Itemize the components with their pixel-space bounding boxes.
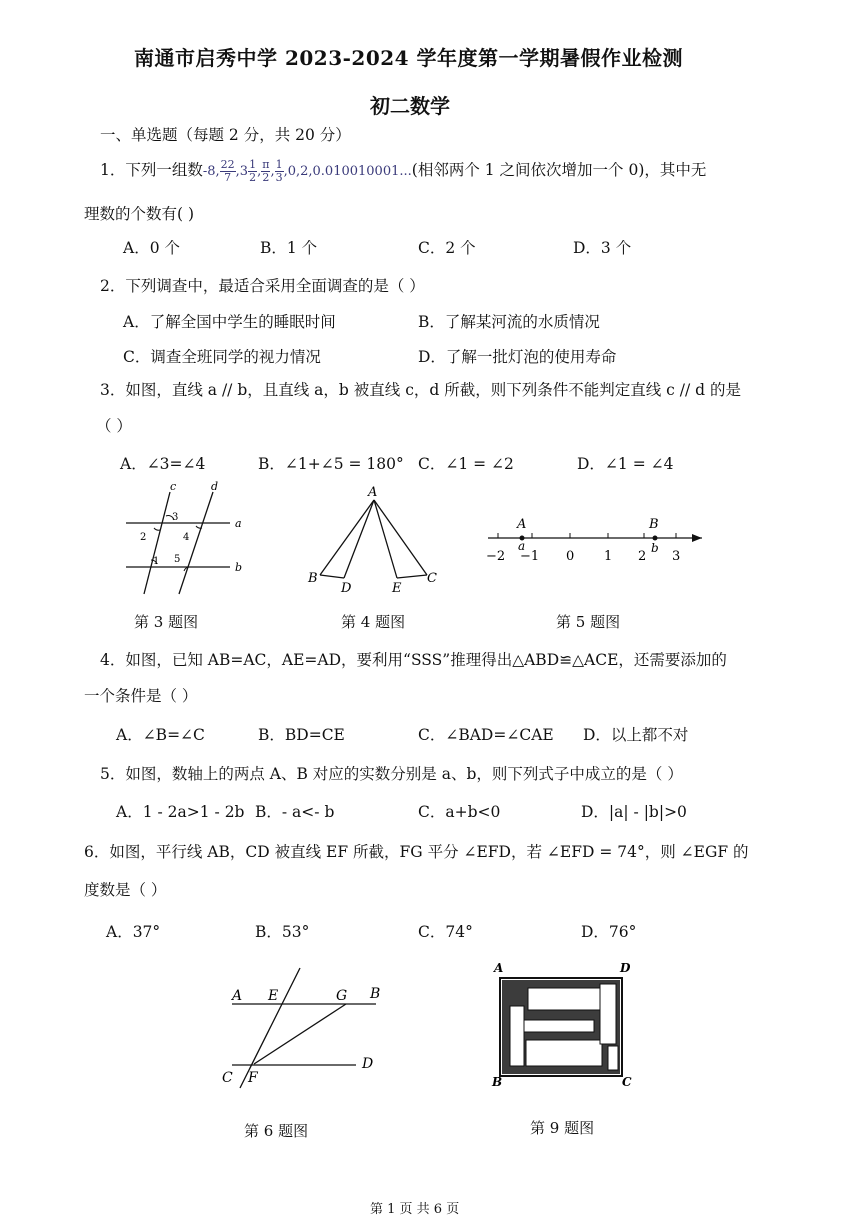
q1-option-a: A．0 个	[123, 239, 180, 257]
q5-option-b: B．- a<- b	[255, 803, 335, 821]
q2-option-d: D．了解一批灯泡的使用寿命	[418, 348, 617, 366]
subject-title: 初二数学	[370, 94, 450, 118]
fig5-label-a: a	[518, 539, 526, 553]
fig3-label-b: b	[235, 561, 243, 574]
fig4-label-B: B	[308, 571, 318, 586]
question-5-stem: 5．如图，数轴上的两点 A、B 对应的实数分别是 a、b，则下列式子中成立的是（ ）	[100, 765, 683, 783]
question-1-line2: 理数的个数有( )	[84, 205, 195, 223]
q1-nums-tail: ,0,2,0.010010001...	[283, 164, 412, 179]
fig9-label-D: D	[620, 961, 631, 975]
q1-fraction-1-2: $\frac{1}{2}$	[249, 157, 257, 184]
fig5-label-B: B	[649, 517, 659, 532]
fig5-tick-3: 3	[672, 549, 681, 564]
fig4-label-E: E	[392, 581, 402, 595]
question-3-line2: （ ）	[96, 417, 132, 435]
fig3-label-d: d	[211, 480, 219, 493]
q4-option-d: D．以上都不对	[583, 726, 689, 744]
q4-option-c: C．∠BAD=∠CAE	[418, 726, 554, 744]
fig6-label-E: E	[268, 988, 279, 1004]
q6-option-b: B．53°	[255, 923, 310, 941]
fig3-label-a: a	[235, 517, 242, 530]
fig5-label-b: b	[651, 541, 659, 555]
fig3-label-1: 1	[153, 556, 160, 567]
fig6-label-B: B	[370, 986, 381, 1002]
q1-nums-lead: -8,	[202, 164, 220, 179]
fig5-tick-0: 0	[566, 549, 575, 564]
q5-option-d: D．|a| - |b|>0	[581, 803, 687, 821]
q1-comma: ,	[257, 164, 262, 179]
fig5-tick-2: 2	[638, 549, 647, 564]
fig3-label-2: 2	[140, 532, 147, 543]
q1-option-b: B．1 个	[260, 239, 318, 257]
q1-option-d: D．3 个	[573, 239, 632, 257]
section-heading: 一、单选题（每题 2 分，共 20 分）	[100, 126, 351, 144]
figure-4-caption: 第 4 题图	[341, 613, 406, 631]
fig3-label-4: 4	[183, 532, 190, 543]
q3-option-a: A．∠3=∠4	[120, 455, 206, 473]
q3-option-b: B．∠1+∠5 = 180°	[258, 455, 404, 473]
q1-prefix: 1．下列一组数	[100, 161, 203, 179]
q1-option-c: C．2 个	[418, 239, 476, 257]
fig6-label-A: A	[232, 988, 243, 1004]
question-3-stem: 3．如图，直线 a // b，且直线 a，b 被直线 c，d 所截，则下列条件不能判定直线 c // d 的是	[100, 381, 741, 399]
document-title: 南通市启秀中学 2023-2024 学年度第一学期暑假作业检测	[134, 46, 684, 70]
q4-option-a: A．∠B=∠C	[116, 726, 205, 744]
fig3-label-5: 5	[174, 554, 181, 565]
question-2-stem: 2．下列调查中，最适合采用全面调查的是（ ）	[100, 277, 425, 295]
question-6-stem: 6．如图，平行线 AB，CD 被直线 EF 所截，FG 平分 ∠EFD，若 ∠EFD = 74°，则 ∠EGF 的	[84, 843, 749, 861]
q2-option-a: A．了解全国中学生的睡眠时间	[123, 313, 336, 331]
figure-4-diagram	[302, 480, 452, 595]
fig9-label-B: B	[492, 1075, 503, 1089]
fig6-label-D: D	[362, 1056, 374, 1072]
fig3-label-3: 3	[172, 512, 179, 523]
question-1-stem	[100, 152, 706, 188]
fig5-label-A: A	[517, 517, 527, 532]
fig5-tick-neg1: −1	[520, 549, 540, 564]
page-footer: 第 1 页 共 6 页	[370, 1202, 460, 1217]
figure-3-caption: 第 3 题图	[134, 613, 199, 631]
fig6-label-C: C	[222, 1070, 233, 1086]
q3-option-d: D．∠1 = ∠4	[577, 455, 674, 473]
q5-option-a: A．1 - 2a>1 - 2b	[116, 803, 245, 821]
fig3-label-c: c	[170, 480, 177, 493]
q5-option-c: C．a+b<0	[418, 803, 501, 821]
q2-option-c: C．调查全班同学的视力情况	[123, 348, 321, 366]
question-4-stem: 4．如图，已知 AB=AC，AE=AD，要利用“SSS”推理得出△ABD≌△ACE，还需要添加的	[100, 651, 727, 669]
q2-option-b: B．了解某河流的水质情况	[418, 313, 600, 331]
fig4-label-A: A	[368, 485, 378, 500]
q6-option-c: C．74°	[418, 923, 473, 941]
q3-option-c: C．∠1 = ∠2	[418, 455, 514, 473]
question-4-line2: 一个条件是（ ）	[84, 687, 198, 705]
fig6-label-F: F	[248, 1070, 258, 1086]
q1-mixed-whole: ,3	[235, 164, 249, 179]
q1-fraction-pi-2: $\frac{\pi}{2}$	[262, 157, 270, 184]
q1-comma-2: ,	[270, 164, 275, 179]
fig9-label-A: A	[494, 961, 504, 975]
fig9-label-C: C	[622, 1075, 632, 1089]
q4-option-b: B．BD=CE	[258, 726, 345, 744]
fig4-label-C: C	[427, 571, 437, 586]
question-6-line2: 度数是（ ）	[84, 881, 167, 899]
fig5-tick-1: 1	[604, 549, 613, 564]
fig6-label-G: G	[336, 988, 348, 1004]
figure-9-caption: 第 9 题图	[530, 1119, 595, 1137]
figure-5-number-line	[480, 510, 710, 570]
q1-fraction-1-3: $\frac{1}{3}$	[275, 157, 283, 184]
q6-option-d: D．76°	[581, 923, 637, 941]
q1-fraction-22-7: $\frac{22}{7}$	[220, 157, 235, 184]
fig5-tick-neg2: −2	[486, 549, 506, 564]
figure-9-diagram	[488, 958, 638, 1093]
figure-3-diagram	[118, 478, 278, 598]
figure-6-diagram	[218, 960, 388, 1090]
fig4-label-D: D	[341, 581, 352, 595]
figure-6-caption: 第 6 题图	[244, 1122, 309, 1140]
figure-5-caption: 第 5 题图	[556, 613, 621, 631]
q1-suffix: (相邻两个 1 之间依次增加一个 0)，其中无	[411, 161, 707, 179]
q6-option-a: A．37°	[106, 923, 161, 941]
